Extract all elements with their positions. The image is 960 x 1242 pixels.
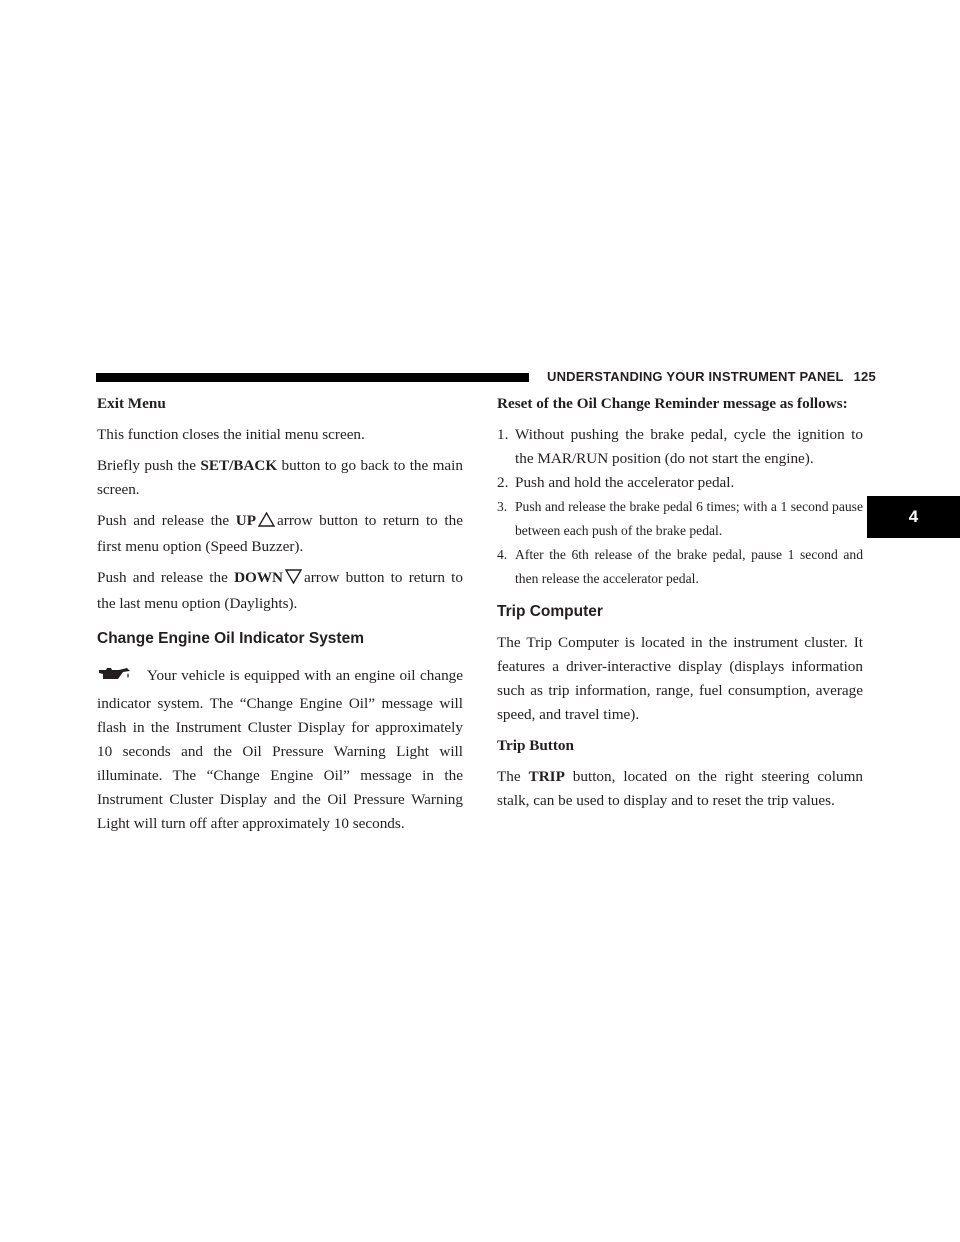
exit-menu-paragraph: This function closes the initial menu screen. — [97, 426, 365, 443]
up-button-label: UP — [235, 512, 257, 529]
down-arrow-paragraph: Push and release the DOWN arrow button to return to the last menu option (Daylights). — [97, 569, 463, 612]
list-item: 1. Without pushing the brake pedal, cycle the ignition to the MAR/RUN position (do not start the engine). — [497, 426, 863, 467]
running-header — [547, 369, 876, 384]
right-column — [497, 392, 863, 813]
trip-button-heading: Trip Button — [497, 737, 574, 754]
set-back-button-label: SET/BACK — [200, 457, 278, 474]
up-arrow-icon — [258, 511, 275, 535]
trip-computer-paragraph: The Trip Computer is located in the instrument cluster. It features a driver-interactive display (displays information such as trip information, range, fuel consumption, average speed, and travel time). — [497, 634, 863, 723]
list-item: 3. Push and release the brake pedal 6 times; with a 1 second pause between each push of the brake pedal. — [497, 499, 863, 538]
reset-heading: Reset of the Oil Change Reminder message as follows: — [497, 395, 848, 412]
oil-indicator-heading: Change Engine Oil Indicator System — [97, 630, 364, 647]
page-number: 125 — [853, 369, 876, 384]
list-item: 4. After the 6th release of the brake pedal, pause 1 second and then release the accelerator pedal. — [497, 547, 863, 586]
header-rule — [96, 373, 529, 382]
section-title: UNDERSTANDING YOUR INSTRUMENT PANEL — [547, 369, 844, 384]
down-arrow-icon — [285, 568, 302, 592]
trip-computer-heading: Trip Computer — [497, 603, 603, 620]
oil-can-icon — [97, 666, 133, 692]
left-column — [97, 392, 463, 836]
down-button-label: DOWN — [234, 569, 283, 586]
trip-button-label: TRIP — [528, 768, 565, 785]
chapter-tab: 4 — [867, 496, 960, 538]
set-back-paragraph: Briefly push the SET/BACK button to go back to the main screen. — [97, 457, 463, 498]
exit-menu-heading: Exit Menu — [97, 395, 166, 412]
list-item: 2. Push and hold the accelerator pedal. — [497, 474, 735, 491]
trip-button-paragraph: The TRIP button, located on the right steering column stalk, can be used to display and to reset the trip values. — [497, 768, 863, 809]
up-arrow-paragraph: Push and release the UP arrow button to return to the first menu option (Speed Buzzer). — [97, 512, 463, 555]
oil-indicator-paragraph: Your vehicle is equipped with an engine oil change indicator system. The “Change Engine Oil” message will flash in the Instrument Cluster Display for approximately 10 seconds and the Oil Pressure Warning Light will illuminate. The “Change Engine Oil” message in the Instrument Cluster Display and the Oil Pressure Warning Light will turn off after approximately 10 seconds. — [97, 667, 463, 832]
